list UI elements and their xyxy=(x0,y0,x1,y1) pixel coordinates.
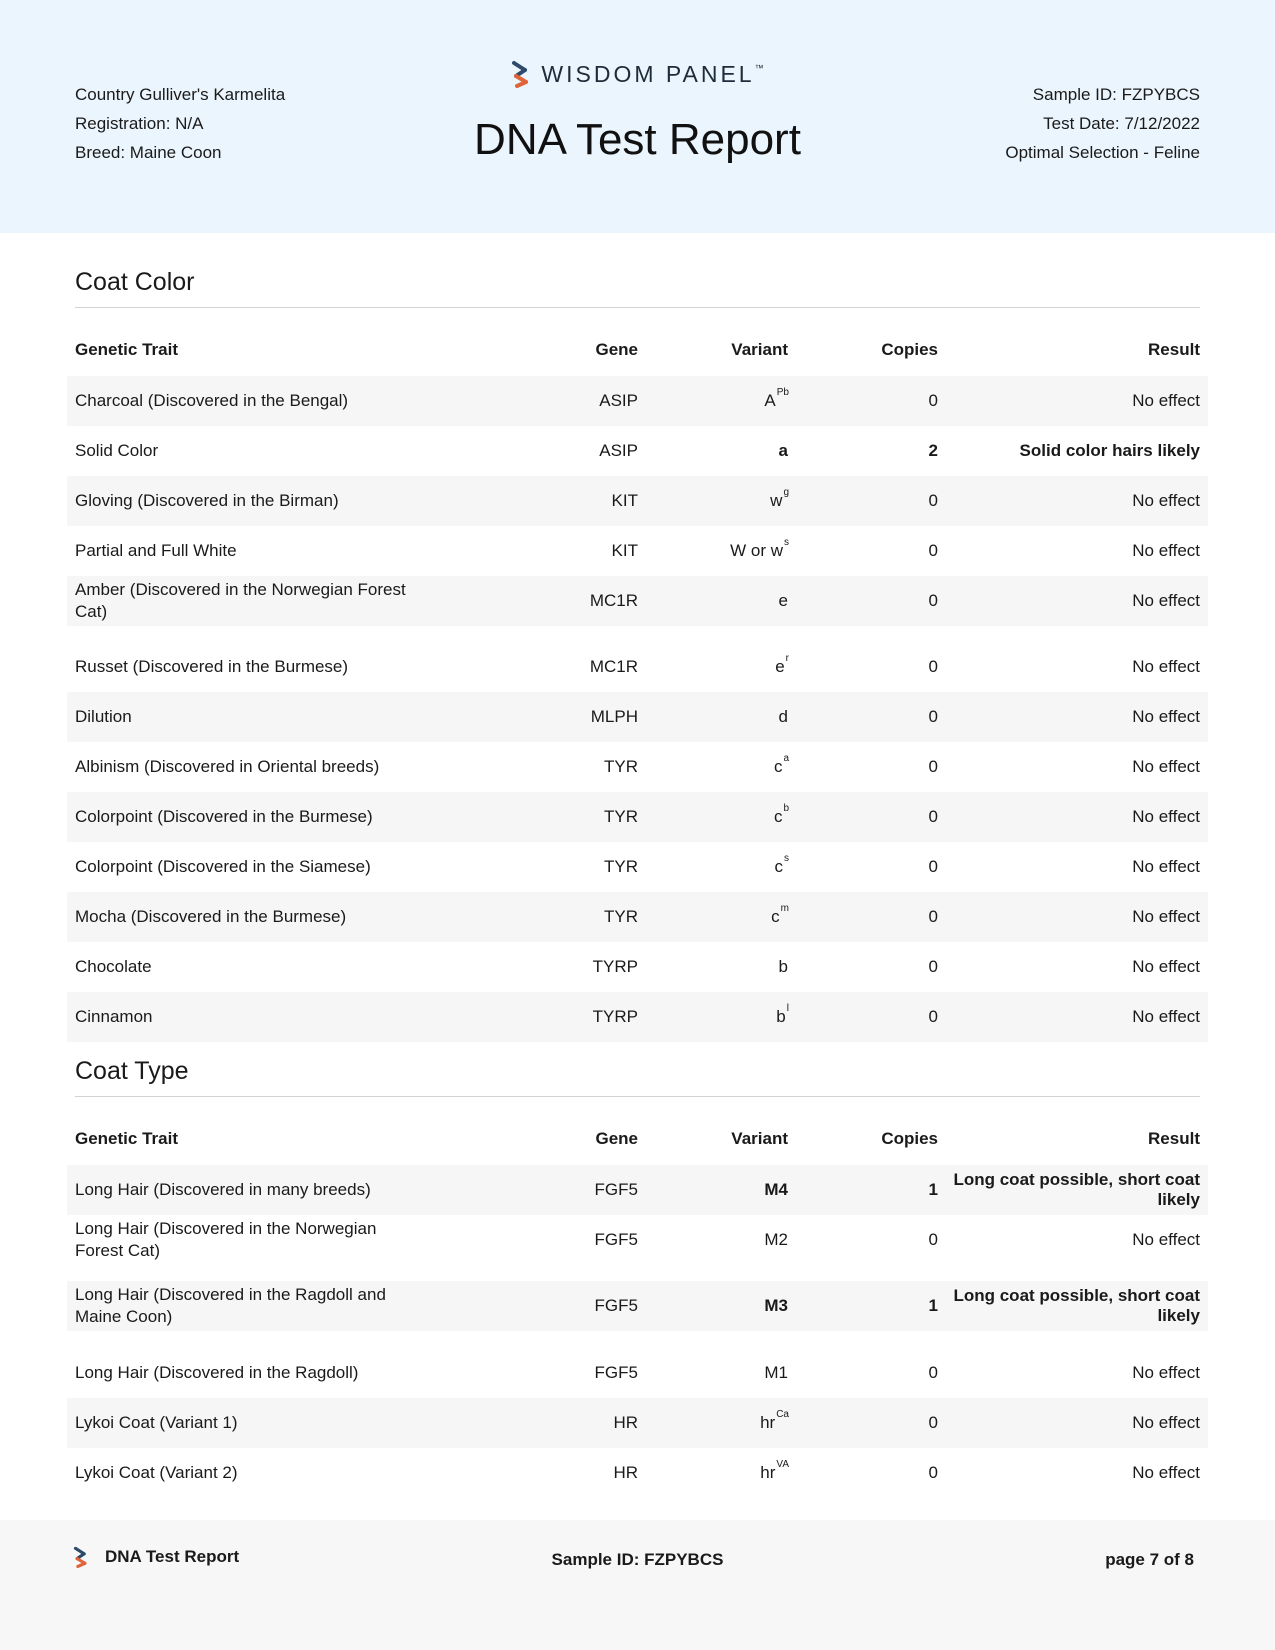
trait-cell: Long Hair (Discovered in many breeds) xyxy=(75,1180,371,1199)
variant-superscript: m xyxy=(780,903,789,914)
variant-cell xyxy=(638,1215,788,1265)
variant-symbol xyxy=(779,707,788,727)
test-date: Test Date: 7/12/2022 xyxy=(1043,114,1200,133)
variant-symbol xyxy=(773,753,789,777)
variant-symbol xyxy=(773,803,789,827)
variant-cell xyxy=(638,992,788,1042)
gene-cell: ASIP xyxy=(599,391,638,410)
variant-base: a xyxy=(778,441,788,460)
result-cell: No effect xyxy=(1132,757,1200,776)
page-footer xyxy=(0,1520,1275,1650)
variant-symbol xyxy=(764,387,789,411)
variant-base: c xyxy=(774,857,783,876)
variant-base: M2 xyxy=(764,1230,788,1249)
variant-base: w xyxy=(770,491,783,510)
variant-base: M4 xyxy=(764,1180,788,1199)
variant-symbol xyxy=(760,1409,789,1433)
trait-cell: Albinism (Discovered in Oriental breeds) xyxy=(75,757,380,776)
column-header-result: Result xyxy=(1148,340,1200,359)
report-header xyxy=(0,0,1275,233)
variant-superscript: a xyxy=(783,753,789,764)
copies-cell: 0 xyxy=(928,657,938,676)
table-row xyxy=(67,892,1208,942)
variant-cell xyxy=(638,842,788,892)
gene-cell: FGF5 xyxy=(594,1230,638,1249)
footer-sample-id: Sample ID: FZPYBCS xyxy=(551,1550,724,1569)
result-cell: No effect xyxy=(1132,707,1200,726)
result-cell: No effect xyxy=(1132,957,1200,976)
table-row xyxy=(67,576,1208,626)
pet-name: Country Gulliver's Karmelita xyxy=(75,85,286,104)
variant-symbol xyxy=(764,1230,788,1250)
brand-logo xyxy=(511,60,763,88)
table-row xyxy=(67,426,1208,476)
gene-cell: KIT xyxy=(611,541,638,560)
variant-superscript: Pb xyxy=(776,387,789,398)
variant-symbol xyxy=(775,653,789,677)
variant-cell xyxy=(638,1448,788,1498)
variant-superscript: l xyxy=(786,1003,789,1014)
page-number: page 7 of 8 xyxy=(1105,1550,1194,1569)
copies-cell: 0 xyxy=(928,807,938,826)
brand-name: WISDOM PANEL™ xyxy=(541,60,764,87)
trait-cell: Mocha (Discovered in the Burmese) xyxy=(75,907,347,926)
variant-superscript: s xyxy=(784,537,789,548)
trait-cell: Lykoi Coat (Variant 2) xyxy=(75,1463,238,1482)
table-row xyxy=(67,526,1208,576)
trait-cell: Chocolate xyxy=(75,957,152,976)
trait-cell: Dilution xyxy=(75,707,132,726)
copies-cell: 0 xyxy=(928,391,938,410)
variant-cell xyxy=(638,426,788,476)
variant-base: e xyxy=(775,657,785,676)
variant-cell xyxy=(638,942,788,992)
variant-base: hr xyxy=(760,1463,776,1482)
gene-cell: TYRP xyxy=(592,1007,638,1026)
trait-cell: Amber (Discovered in the Norwegian Forest Cat) xyxy=(75,580,406,621)
variant-cell xyxy=(638,526,788,576)
variant-base: M3 xyxy=(764,1296,788,1315)
gene-cell: FGF5 xyxy=(594,1180,638,1199)
copies-cell: 0 xyxy=(928,757,938,776)
sample-info xyxy=(1005,80,1200,167)
copies-cell: 0 xyxy=(928,857,938,876)
variant-cell xyxy=(638,642,788,692)
copies-cell: 0 xyxy=(928,907,938,926)
gene-cell: MC1R xyxy=(589,657,638,676)
result-cell: Solid color hairs likely xyxy=(1019,441,1200,460)
gene-cell: TYR xyxy=(604,757,638,776)
column-header-variant: Variant xyxy=(731,340,788,359)
coat-type-section xyxy=(75,1057,1200,1482)
column-header-gene: Gene xyxy=(595,340,638,359)
copies-cell: 0 xyxy=(928,1007,938,1026)
table-header xyxy=(75,335,1200,365)
variant-base: c xyxy=(773,807,783,826)
section-title: Coat Color xyxy=(75,268,1200,308)
table-row xyxy=(67,992,1208,1042)
page-title: DNA Test Report xyxy=(474,115,801,164)
copies-cell: 0 xyxy=(928,491,938,510)
table-row xyxy=(67,476,1208,526)
column-header-result: Result xyxy=(1148,1129,1200,1148)
column-header-copies: Copies xyxy=(881,1129,938,1148)
trait-cell: Solid Color xyxy=(75,441,159,460)
variant-cell xyxy=(638,792,788,842)
variant-symbol xyxy=(764,1180,788,1200)
copies-cell: 2 xyxy=(928,441,938,460)
variant-cell xyxy=(638,892,788,942)
gene-cell: TYR xyxy=(604,907,638,926)
variant-cell xyxy=(638,742,788,792)
variant-base: e xyxy=(778,591,788,610)
result-cell: Long coat possible, short coat likely xyxy=(953,1286,1200,1325)
column-header-variant: Variant xyxy=(731,1129,788,1148)
result-cell: No effect xyxy=(1132,1463,1200,1482)
variant-symbol xyxy=(764,1296,788,1316)
variant-cell xyxy=(638,1165,788,1215)
variant-base: d xyxy=(778,707,788,726)
table-header xyxy=(75,1124,1200,1154)
copies-cell: 0 xyxy=(928,1230,938,1249)
variant-cell xyxy=(638,1348,788,1398)
copies-cell: 0 xyxy=(928,957,938,976)
table-row xyxy=(67,1348,1208,1398)
variant-symbol xyxy=(760,1459,789,1483)
result-cell: Long coat possible, short coat likely xyxy=(953,1170,1200,1209)
trait-cell: Russet (Discovered in the Burmese) xyxy=(75,657,349,676)
table-row xyxy=(67,842,1208,892)
table-row xyxy=(67,942,1208,992)
registration: Registration: N/A xyxy=(75,114,204,133)
result-cell: No effect xyxy=(1132,807,1200,826)
column-header-trait: Genetic Trait xyxy=(75,340,178,359)
variant-base: W or w xyxy=(730,541,783,560)
trait-cell: Charcoal (Discovered in the Bengal) xyxy=(75,391,349,410)
variant-superscript: s xyxy=(784,853,789,864)
table-row xyxy=(67,1165,1208,1215)
trait-cell: Gloving (Discovered in the Birman) xyxy=(75,491,339,510)
table-row xyxy=(67,1448,1208,1498)
gene-cell: TYR xyxy=(604,807,638,826)
table-row xyxy=(67,692,1208,742)
gene-cell: ASIP xyxy=(599,441,638,460)
variant-cell xyxy=(638,476,788,526)
result-cell: No effect xyxy=(1132,541,1200,560)
variant-symbol xyxy=(779,957,788,977)
variant-cell xyxy=(638,576,788,626)
table-row xyxy=(67,1281,1208,1331)
copies-cell: 0 xyxy=(928,1463,938,1482)
variant-superscript: r xyxy=(785,653,789,664)
trait-cell: Colorpoint (Discovered in the Siamese) xyxy=(75,857,371,876)
table-row xyxy=(67,642,1208,692)
variant-symbol xyxy=(771,903,789,927)
variant-cell xyxy=(638,376,788,426)
variant-superscript: Ca xyxy=(776,1409,789,1420)
variant-cell xyxy=(638,1281,788,1331)
variant-symbol xyxy=(774,853,789,877)
gene-cell: MC1R xyxy=(589,591,638,610)
result-cell: No effect xyxy=(1132,907,1200,926)
variant-cell xyxy=(638,692,788,742)
result-cell: No effect xyxy=(1132,857,1200,876)
variant-base: c xyxy=(771,907,780,926)
variant-symbol xyxy=(764,1363,788,1383)
breed: Breed: Maine Coon xyxy=(75,143,222,162)
trait-cell: Cinnamon xyxy=(75,1007,153,1026)
gene-cell: HR xyxy=(613,1463,638,1482)
gene-cell: MLPH xyxy=(590,707,638,726)
variant-base: c xyxy=(773,757,783,776)
variant-superscript: g xyxy=(783,487,789,498)
trait-cell: Long Hair (Discovered in the Ragdoll) xyxy=(75,1363,359,1382)
result-cell: No effect xyxy=(1132,657,1200,676)
copies-cell: 0 xyxy=(928,1413,938,1432)
gene-cell: HR xyxy=(613,1413,638,1432)
gene-cell: TYR xyxy=(604,857,638,876)
test-panel: Optimal Selection - Feline xyxy=(1005,143,1200,162)
gene-cell: FGF5 xyxy=(594,1363,638,1382)
copies-cell: 0 xyxy=(928,591,938,610)
variant-symbol xyxy=(779,441,788,461)
trait-cell: Long Hair (Discovered in the Norwegian Forest Cat) xyxy=(75,1219,377,1260)
column-header-copies: Copies xyxy=(881,340,938,359)
copies-cell: 0 xyxy=(928,1363,938,1382)
variant-superscript: VA xyxy=(776,1459,789,1470)
gene-cell: KIT xyxy=(611,491,638,510)
table-row xyxy=(67,742,1208,792)
trait-cell: Lykoi Coat (Variant 1) xyxy=(75,1413,238,1432)
variant-cell xyxy=(638,1398,788,1448)
section-title: Coat Type xyxy=(75,1057,1200,1097)
variant-symbol xyxy=(779,591,788,611)
result-cell: No effect xyxy=(1132,591,1200,610)
variant-symbol xyxy=(730,537,789,561)
copies-cell: 1 xyxy=(928,1180,938,1199)
variant-base: hr xyxy=(760,1413,776,1432)
variant-symbol xyxy=(770,487,789,511)
gene-cell: TYRP xyxy=(592,957,638,976)
result-cell: No effect xyxy=(1132,491,1200,510)
table-row xyxy=(67,376,1208,426)
table-row xyxy=(67,1398,1208,1448)
variant-base: A xyxy=(764,391,776,410)
variant-base: b xyxy=(778,957,788,976)
result-cell: No effect xyxy=(1132,1413,1200,1432)
result-cell: No effect xyxy=(1132,1363,1200,1382)
gene-cell: FGF5 xyxy=(594,1296,638,1315)
sample-id: Sample ID: FZPYBCS xyxy=(1032,85,1200,104)
copies-cell: 0 xyxy=(928,707,938,726)
result-cell: No effect xyxy=(1132,1007,1200,1026)
variant-symbol xyxy=(776,1003,789,1027)
wisdom-panel-helix-icon xyxy=(511,60,531,88)
coat-color-section xyxy=(75,268,1200,1026)
copies-cell: 0 xyxy=(928,541,938,560)
footer-title: DNA Test Report xyxy=(105,1547,240,1566)
trait-cell: Long Hair (Discovered in the Ragdoll and Maine Coon) xyxy=(75,1285,386,1326)
table-row xyxy=(67,1215,1208,1265)
table-row xyxy=(67,792,1208,842)
copies-cell: 1 xyxy=(928,1296,938,1315)
variant-base: M1 xyxy=(764,1363,788,1382)
result-cell: No effect xyxy=(1132,1230,1200,1249)
trait-cell: Colorpoint (Discovered in the Burmese) xyxy=(75,807,373,826)
result-cell: No effect xyxy=(1132,391,1200,410)
column-header-gene: Gene xyxy=(595,1129,638,1148)
trait-cell: Partial and Full White xyxy=(75,541,237,560)
variant-superscript: b xyxy=(783,803,789,814)
column-header-trait: Genetic Trait xyxy=(75,1129,178,1148)
variant-base: b xyxy=(776,1007,786,1026)
